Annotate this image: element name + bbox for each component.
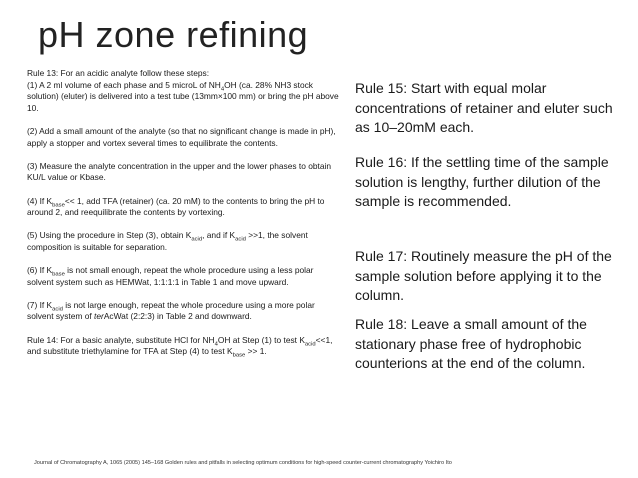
rule-15: Rule 15: Start with equal molar concentrations of retainer and eluter such as 10–20mM each. bbox=[355, 80, 613, 135]
rule-18: Rule 18: Leave a small amount of the stationary phase free of hydrophobic counterions at the end of the column. bbox=[355, 316, 587, 371]
step-7: (7) If $K_{acid}$ is not large enough, repeat the whole procedure using a more polar solvent system of terAcWat (2:2:3) in Table 2 and downward. bbox=[27, 299, 315, 322]
rule-17: Rule 17: Routinely measure the pH of the sample solution before applying it to the column. bbox=[355, 248, 612, 303]
step-6: (6) If $K_{base}$ is not small enough, repeat the whole procedure using a less polar solvent system such as HEMWat, 1:1:1:1 in Table 1 and move upward. bbox=[27, 265, 314, 287]
step-4: (4) If $K_{base}<< 1$, add TFA (retainer) (ca. 20 mM) to the contents to bring the pH to around 2, and reequilibrate the contents by vortexing. bbox=[27, 195, 325, 218]
step-2: (2) Add a small amount of the analyte (so that no significant change is made in pH), apply a stopper and vortex several times to equilibrate the contents. bbox=[27, 125, 336, 148]
left-rules-block bbox=[27, 68, 339, 369]
step-1: (1) A 2 ml volume of each phase and 5 microL of $NH_4OH$ (ca. 28% NH3 stock solution) (eluter) is delivered into a test tube (13mm×100 mm) or bring the pH above 10. bbox=[27, 79, 339, 113]
rule13-header: Rule 13: For an acidic analyte follow these steps: bbox=[27, 68, 210, 78]
slide-title: pH zone refining bbox=[38, 14, 309, 55]
footer-citation: Journal of Chromatography A, 1065 (2005) 145–168 Golden rules and pitfalls in selecting optimum conditions for high-speed counter-current chromatography Yoichiro Ito bbox=[34, 460, 452, 466]
step-3: (3) Measure the analyte concentration in the upper and the lower phases to obtain KU/L value or Kbase. bbox=[27, 160, 332, 183]
rule-14: Rule 14: For a basic analyte, substitute HCl for $NH_4OH$ at Step (1) to test $K_{acid}<<1$, and substitute triethylamine for TFA at Step (4) to test $K_{base} >> 1$. bbox=[27, 334, 333, 359]
step-5: (5) Using the procedure in Step (3), obtain $K_{acid}$, and if $K_{acid} >>1$, the solvent composition is suitable for separation. bbox=[27, 230, 308, 252]
rule-16: Rule 16: If the settling time of the sample solution is lengthy, further dilution of the sample is recommended. bbox=[355, 154, 609, 209]
